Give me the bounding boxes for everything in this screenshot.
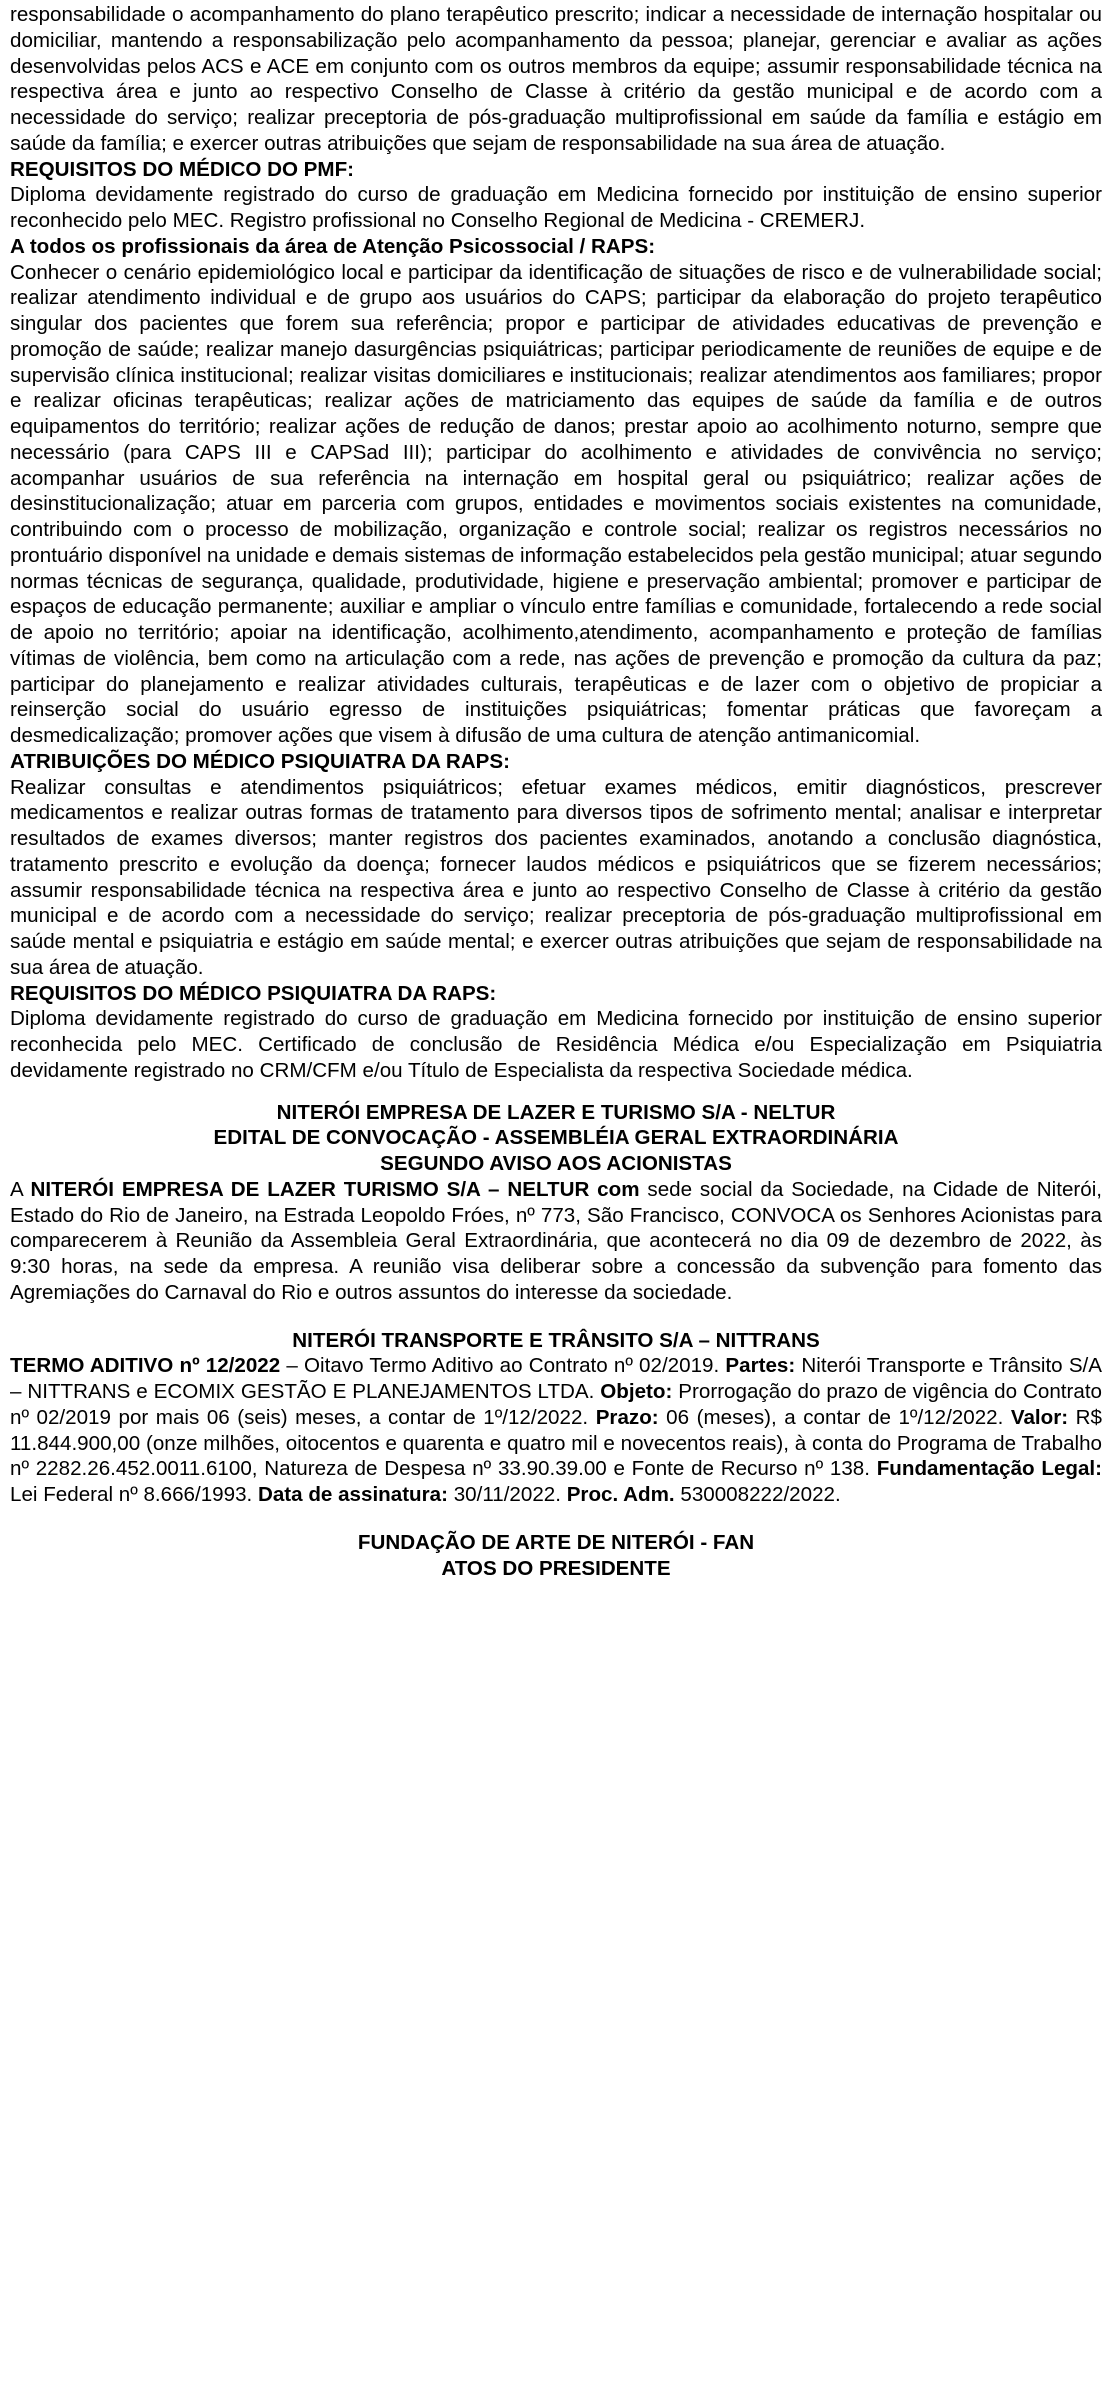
neltur-title: NITERÓI EMPRESA DE LAZER E TURISMO S/A - NELTUR xyxy=(276,1100,836,1124)
nittrans-proc-text: 530008222/2022. xyxy=(674,1483,841,1506)
neltur-lead-word: A xyxy=(10,1177,23,1201)
raps-atribuicoes-paragraph: Realizar consultas e atendimentos psiquiátricos; efetuar exames médicos, emitir diagnósticos, prescrever medicamentos e realizar outras formas de tratamento para diversos tipos de sofrimento mental; analisar e interpretar resultados de exames diversos; manter registros dos pacientes examinados, anotando a conclusão diagnóstica, tratamento prescrito e evolução da doença; fornecer laudos médicos e psiquiátricos que se fizerem necessários; assumir responsabilidade técnica na respectiva área e junto ao respectivo Conselho de Classe à critério da gestão municipal e de acordo com a necessidade do serviço; realizar preceptoria de pós-graduação multiprofissional em saúde mental e psiquiatria e estágio em saúde mental; e exercer outras atribuições que sejam de responsabilidade na sua área de atuação. xyxy=(10,775,1102,979)
pmf-intro-paragraph: responsabilidade o acompanhamento do plano terapêutico prescrito; indicar a necessidade de internação hospitalar ou domiciliar, mantendo a responsabilização pelo acompanhamento da pessoa; planejar, gerenciar e avaliar as ações desenvolvidas pelos ACS e ACE em conjunto com os outros membros da equipe; assumir responsabilidade técnica na respectiva área e junto ao respectivo Conselho de Classe à critério da gestão municipal e de acordo com a necessidade do serviço; realizar preceptoria de pós-graduação multiprofissional em saúde da família e estágio em saúde da família; e exercer outras atribuições que sejam de responsabilidade na sua área de atuação. xyxy=(10,3,1102,155)
nittrans-prazo-text: 06 (meses), a contar de 1º/12/2022. xyxy=(658,1405,1011,1429)
pmf-requisitos-heading: REQUISITOS DO MÉDICO DO PMF: xyxy=(10,157,355,181)
nittrans-proc-label: Proc. Adm. xyxy=(566,1483,675,1506)
neltur-convocacao-paragraph xyxy=(10,1177,1102,1306)
nittrans-prazo-label: Prazo: xyxy=(595,1405,659,1429)
raps-requisitos-heading: REQUISITOS DO MÉDICO PSIQUIATRA DA RAPS: xyxy=(10,981,497,1005)
nittrans-valor-text: R$ 11.844.900,00 (onze milhões, oitocentos e quarenta e quatro mil e novecentos reais), à conta do Programa de Trabalho nº 2282.26.452.0011.6100, Natureza de Despesa nº 33.90.39.00 e Fonte de Recurso nº 138. xyxy=(10,1405,1102,1481)
nittrans-partes-label: Partes: xyxy=(725,1354,796,1378)
nittrans-fundamentacao-label: Fundamentação Legal: xyxy=(876,1457,1103,1481)
raps-requisitos-paragraph: Diploma devidamente registrado do curso de graduação em Medicina fornecido por instituição de ensino superior reconhecida pelo MEC. Certificado de conclusão de Residência Médica e/ou Especialização em Psiquiatria devidamente registrado no CRM/CFM e/ou Título de Especialista da respectiva Sociedade médica. xyxy=(10,1007,1102,1082)
fan-atos-title: ATOS DO PRESIDENTE xyxy=(441,1556,671,1580)
nittrans-objeto-text: Prorrogação do prazo de vigência do Contrato nº 02/2019 por mais 06 (seis) meses, a contar de 1º/12/2022. xyxy=(10,1380,1103,1429)
neltur-body-text: sede social da Sociedade, na Cidade de Niterói, Estado do Rio de Janeiro, na Estrada Leopoldo Fróes, nº 773, São Francisco, CONVOCA os Senhores Acionistas para comparecerem à Reunião da Assembleia Geral Extraordinária, que acontecerá no dia 09 de dezembro de 2022, às 9:30 horas, na sede da empresa. A reunião visa deliberar sobre a concessão da subvenção para fomento das Agremiações do Carnaval do Rio e outros assuntos do interesse da sociedade. xyxy=(10,1177,1103,1304)
section-spacer xyxy=(10,1306,1102,1328)
nittrans-valor-label: Valor: xyxy=(1010,1405,1069,1429)
pmf-requisitos-paragraph: Diploma devidamente registrado do curso de graduação em Medicina fornecido por instituição de ensino superior reconhecido pelo MEC. Registro profissional no Conselho Regional de Medicina - CREMERJ. xyxy=(10,183,1102,232)
nittrans-termo-text: – Oitavo Termo Aditivo ao Contrato nº 02/2019. xyxy=(280,1354,726,1378)
fan-title: FUNDAÇÃO DE ARTE DE NITERÓI - FAN xyxy=(357,1530,755,1554)
nittrans-partes-text: Niterói Transporte e Trânsito S/A – NITTRANS e ECOMIX GESTÃO E PLANEJAMENTOS LTDA. xyxy=(10,1354,1103,1403)
nittrans-objeto-label: Objeto: xyxy=(600,1380,673,1403)
nittrans-termo-paragraph xyxy=(10,1353,1102,1508)
raps-todos-paragraph: Conhecer o cenário epidemiológico local e participar da identificação de situações de risco e de vulnerabilidade social; realizar atendimento individual e de grupo aos usuários do CAPS; participar da elaboração do projeto terapêutico singular dos pacientes que forem sua referência; propor e participar de atividades educativas de prevenção e promoção de saúde; realizar manejo dasurgências psiquiátricas; participar periodicamente de reuniões de equipe e de supervisão clínica institucional; realizar visitas domiciliares e institucionais; realizar atendimentos aos familiares; propor e realizar oficinas terapêuticas; realizar ações de matriciamento das equipes de saúde da família e de outros equipamentos do território; realizar ações de redução de danos; prestar apoio ao acolhimento noturno, sempre que necessário (para CAPS III e CAPSad III); participar do acolhimento e atividades de convivência no serviço; acompanhar usuários de sua referência na internação em hospital geral ou psiquiátrico; realizar ações de desinstitucionalização; atuar em parceria com grupos, entidades e movimentos sociais existentes na comunidade, contribuindo com o processo de mobilização, organização e controle social; realizar os registros necessários no prontuário disponível na unidade e demais sistemas de informação estabelecidos pela gestão municipal; atuar segundo normas técnicas de segurança, qualidade, produtividade, higiene e preservação ambiental; promover e participar de espaços de educação permanente; auxiliar e ampliar o vínculo entre famílias e comunidade, fortalecendo a rede social de apoio no território; apoiar na identificação, acolhimento,atendimento, acompanhamento e proteção de famílias vítimas de violência, bem como na articulação com a rede, nas ações de prevenção e promoção da cultura da paz; participar do planejamento e realizar atividades culturais, terapêuticas e de lazer com o objetivo de propiciar a reinserção social do usuário egresso de instituições psiquiátricas; fomentar práticas que favoreçam a desmedicalização; promover ações que visem à difusão de uma cultura de atenção antimanicomial. xyxy=(10,260,1102,747)
nittrans-assinatura-text: 30/11/2022. xyxy=(447,1483,567,1506)
nittrans-termo-label: TERMO ADITIVO nº 12/2022 xyxy=(10,1354,281,1378)
nittrans-assinatura-label: Data de assinatura: xyxy=(257,1483,448,1506)
raps-atribuicoes-heading: ATRIBUIÇÕES DO MÉDICO PSIQUIATRA DA RAPS: xyxy=(10,749,510,773)
section-spacer xyxy=(10,1508,1102,1530)
nittrans-title: NITERÓI TRANSPORTE E TRÂNSITO S/A – NITTRANS xyxy=(292,1328,820,1352)
neltur-company-name: NITERÓI EMPRESA DE LAZER TURISMO S/A – NELTUR com xyxy=(30,1177,640,1201)
raps-todos-heading: A todos os profissionais da área de Atenção Psicossocial / RAPS: xyxy=(10,234,656,258)
neltur-edital-title: EDITAL DE CONVOCAÇÃO - ASSEMBLÉIA GERAL EXTRAORDINÁRIA xyxy=(213,1126,899,1150)
neltur-aviso-title: SEGUNDO AVISO AOS ACIONISTAS xyxy=(380,1152,732,1175)
section-spacer xyxy=(10,1084,1102,1100)
nittrans-fundamentacao-text: Lei Federal nº 8.666/1993. xyxy=(10,1483,258,1506)
